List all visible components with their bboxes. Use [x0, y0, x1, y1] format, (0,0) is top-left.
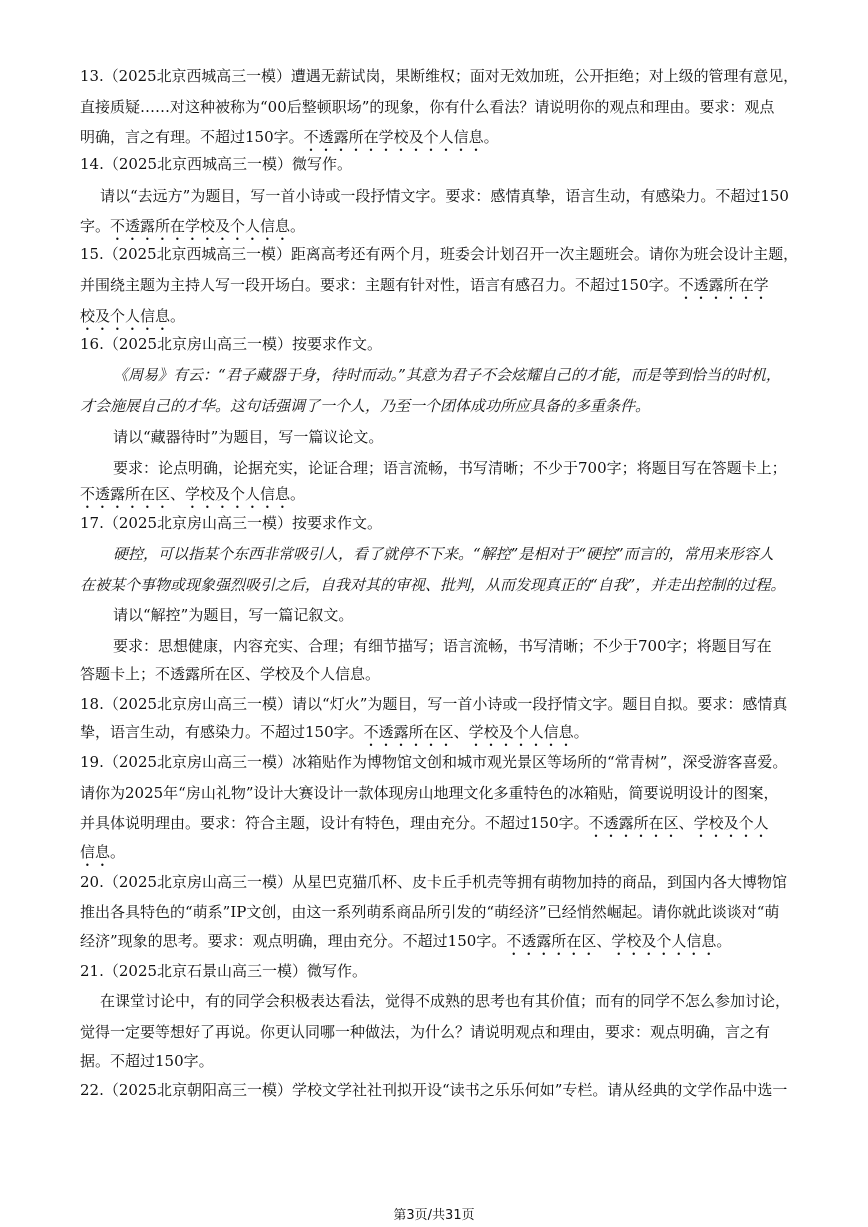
q19-line2: 请你为2025年“房山礼物”设计大赛设计一款体现房山地理文化多重特色的冰箱贴，简要说明设计的图案， — [80, 784, 779, 802]
q15-line3: 校及个人信息。 — [80, 307, 186, 325]
q17-requirements: 要求：思想健康，内容充实、合理；有细节描写；语言流畅，书写清晰；不少于700字；将题目写在 — [113, 637, 772, 655]
q13-line3: 明确，言之有理。不超过150字。不透露所在学校及个人信息。 — [80, 128, 499, 146]
q22-line1: 22.（2025北京朝阳高三一模）学校文学社社刊拟开设“读书之乐乐何如”专栏。请从经典的文学作品中选一 — [80, 1081, 788, 1099]
q16-prompt-line2: 才会施展自己的才华。这句话强调了一个人，乃至一个团体成功所应具备的多重条件。 — [80, 397, 651, 415]
q16-line1: 16.（2025北京房山高三一模）按要求作文。 — [80, 335, 383, 353]
q16-task: 请以“藏器待时”为题目，写一篇议论文。 — [113, 428, 384, 446]
q20-line1: 20.（2025北京房山高三一模）从星巴克猫爪杯、皮卡丘手机壳等拥有萌物加持的商品，到国内各大博物馆 — [80, 873, 788, 891]
q14-line1: 14.（2025北京西城高三一模）微写作。 — [80, 155, 353, 173]
q17-prompt-line2: 在被某个事物或现象强烈吸引之后，自我对其的审视、批判，从而发现真正的“自我”，并走出控制的过程。 — [80, 576, 786, 594]
q21-line3: 觉得一定要等想好了再说。你更认同哪一种做法，为什么？请说明观点和理由，要求：观点明确，言之有 — [80, 1023, 771, 1041]
q13-privacy-note: 不透露所在学校及个人信息。 — [303, 128, 499, 146]
q19-line4: 信息。 — [80, 843, 126, 861]
q15-line1: 15.（2025北京西城高三一模）距离高考还有两个月，班委会计划召开一次主题班会。请你为班会设计主题， — [80, 245, 799, 263]
q19-privacy-note: 不透露所在区、学校及个人 — [588, 814, 769, 832]
page-number: 第3页/共31页 — [393, 1208, 475, 1223]
q16-privacy-note: 不透露所在区、学校及个人信息。 — [80, 485, 306, 503]
q13-line1: 13.（2025北京西城高三一模）遭遇无薪试岗，果断维权；面对无效加班，公开拒绝；对上级的管理有意见， — [80, 67, 799, 85]
q16-prompt-line1: 《周易》有云：“君子藏器于身，待时而动。”其意为君子不会炫耀自己的才能，而是等到恰当的时机， — [113, 366, 781, 384]
q15-privacy-note: 不透露所在学 — [678, 276, 769, 294]
q14-privacy-note: 不透露所在学校及个人信息。 — [110, 217, 306, 235]
q21-line2: 在课堂讨论中，有的同学会积极表达看法，觉得不成熟的思考也有其价值；而有的同学不怎么参加讨论， — [100, 992, 791, 1010]
q21-line4: 据。不超过150字。 — [80, 1052, 214, 1070]
q17-task: 请以“解控”为题目，写一篇记叙文。 — [113, 606, 354, 624]
q19-line1: 19.（2025北京房山高三一模）冰箱贴作为博物馆文创和城市观光景区等场所的“常青树”，深受游客喜爱。 — [80, 753, 788, 771]
q18-line1: 18.（2025北京房山高三一模）请以“灯火”为题目，写一首小诗或一段抒情文字。题目自拟。要求：感情真 — [80, 695, 788, 713]
q14-line2: 请以“去远方”为题目，写一首小诗或一段抒情文字。要求：感情真挚，语言生动，有感染力。不超过150 — [100, 187, 789, 205]
q20-privacy-note: 不透露所在区、学校及个人信息。 — [506, 932, 732, 950]
q20-line2: 推出各具特色的“萌系”IP文创，由这一系列萌系商品所引发的“萌经济”已经悄然崛起。请你就此谈谈对“萌 — [80, 903, 780, 921]
q17-line1: 17.（2025北京房山高三一模）按要求作文。 — [80, 514, 383, 532]
q13-line2: 直接质疑……对这种被称为“00后整顿职场”的现象，你有什么看法？请说明你的观点和理由。要求：观点 — [80, 98, 775, 116]
q18-privacy-note: 不透露所在区、学校及个人信息。 — [363, 723, 589, 741]
q19-line3: 并具体说明理由。要求：符合主题，设计有特色，理由充分。不超过150字。不透露所在区、学校及个人 — [80, 814, 769, 832]
q21-line1: 21.（2025北京石景山高三一模）微写作。 — [80, 962, 368, 980]
q17-requirements-cont: 答题卡上；不透露所在区、学校及个人信息。 — [80, 665, 381, 683]
q16-requirements: 要求：论点明确，论据充实，论证合理；语言流畅，书写清晰；不少于700字；将题目写在答题卡上； — [113, 459, 787, 477]
q14-line3: 字。不透露所在学校及个人信息。 — [80, 217, 306, 235]
q15-line2: 并围绕主题为主持人写一段开场白。要求：主题有针对性，语言有感召力。不超过150字。不透露所在学 — [80, 276, 769, 294]
q17-prompt-line1: 硬控，可以指某个东西非常吸引人，看了就停不下来。“解控”是相对于“硬控”而言的，常用来形容人 — [113, 545, 774, 563]
q20-line3: 经济”现象的思考。要求：观点明确，理由充分。不超过150字。不透露所在区、学校及个人信息。 — [80, 932, 732, 950]
q18-line2: 挚，语言生动，有感染力。不超过150字。不透露所在区、学校及个人信息。 — [80, 723, 589, 741]
